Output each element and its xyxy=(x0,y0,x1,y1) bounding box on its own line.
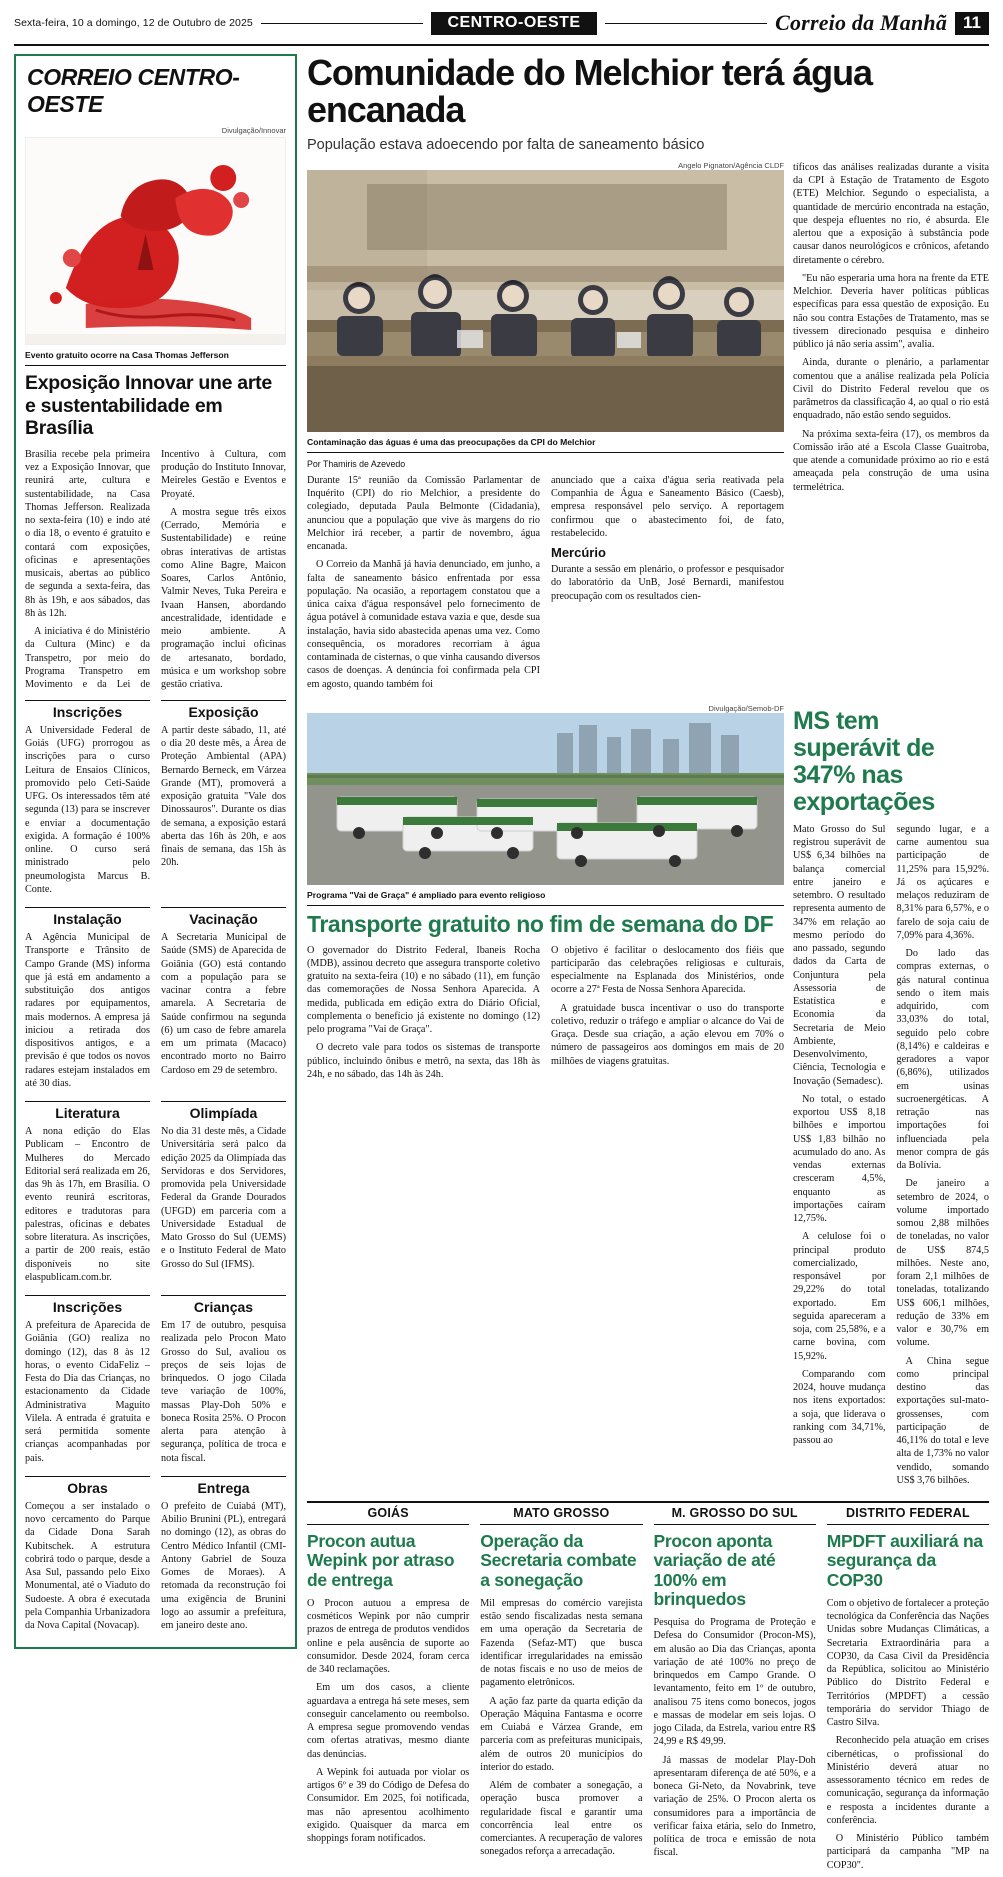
exportacoes-col-1 xyxy=(793,823,886,1492)
lead-byline: Por Thamiris de Azevedo xyxy=(307,458,406,469)
lead-text-columns xyxy=(307,474,784,696)
section-badge: CENTRO-OESTE xyxy=(431,12,596,35)
paragraph: Já massas de modelar Play-Doh apresentaram diferença de até 50%, e a boneca Gi-Neto, da Novabrink, teve variação de 25%. O Procon alerta os consumidores para a importância de verificar faixa etária, selo do Inmetro, política de troca e emissão de nota fiscal. xyxy=(653,1754,816,1859)
paragraph: anunciado que a caixa d'água seria reativada pela Companhia de Água e Saneamento Básico (Caesb), empresa responsável pelo serviço. A reportagem confirmou que o abastecimento foi, de fato, restabelecido. xyxy=(551,474,784,539)
lead-main xyxy=(307,161,784,696)
lead-deck: População estava adoecendo por falta de saneamento básico xyxy=(307,136,705,153)
paragraph: A gratuidade busca incentivar o uso do transporte coletivo, reduzir o tráfego e ampliar o alcance do Vai de Graça. Desde sua criação, a ação elevou em 70% o número de passageiros aos domingos em mais de 20 milhões de viagens gratuitas. xyxy=(551,1002,784,1067)
left-lead-text xyxy=(25,448,286,694)
paragraph: O Ministério Público também participará da campanha "MP na COP30". xyxy=(826,1833,989,1871)
left-headline: Exposição Innovar une arte e sustentabilidade em Brasília xyxy=(25,372,272,440)
paragraph: A celulose foi o principal produto comercializado, responsável por 29,22% do total exportado. Em seguida apareceram a soja, com 25,58%, e a carne bovina, com 15,92%. xyxy=(793,1231,886,1362)
masthead-divider xyxy=(14,44,989,46)
masthead xyxy=(14,10,989,40)
paragraph: O governador do Distrito Federal, Ibaneis Rocha (MDB), assinou decreto que assegura transporte coletivo gratuito na sexta-feira (10) e no sábado (11), em função das comemorações de Nossa Senhora Aparecida. A medida, publicada em edição extra do Diário Oficial, complementa o benefício já existente no domingo (12) pelo programa "Vai de Graça". xyxy=(307,944,540,1036)
paragraph: O objetivo é facilitar o deslocamento dos fiéis que participarão das celebrações religiosas e culturais, especialmente na Esplanada dos Ministérios, onde ocorre a 27ª Festa de Nossa Senhora Aparecida. xyxy=(551,944,784,996)
state-kicker: MATO GROSSO xyxy=(480,1503,642,1525)
brief-text: A nona edição do Elas Publicam – Encontro de Mulheres do Mercado Editorial será realizada em 26, das 9h às 17h, em Brasília. O evento reunirá escritoras, editores e tradutoras para palestras, oficinas e debates sobre literatura. As inscrições, a partir de 200 reais, estão disponíveis no site elaspublicam.com.br. xyxy=(25,1126,150,1283)
transporte-col-1 xyxy=(307,944,540,1087)
lead-col-1 xyxy=(307,474,540,696)
state-headline: Procon aponta variação de até 100% em brinquedos xyxy=(653,1531,776,1609)
exportacoes-headline: MS tem superávit de 347% nas exportações xyxy=(793,706,935,816)
paragraph: Pesquisa do Programa de Proteção e Defesa do Consumidor (Procon-MS), em alusão ao Dia das Crianças, aponta variação de até 100% no preço de brinquedos em Campo Grande. O levantamento, feito em 1º de outubro, analisou 75 itens como bonecos, jogos e massas de modelar em seis lojas. O jogo Cilada, da Estrela, variou entre R$ 24,99 e R$ 49,99. xyxy=(653,1617,816,1748)
right-column xyxy=(307,54,989,1877)
transporte-col-2 xyxy=(551,944,784,1087)
state-headline: Operação da Secretaria combate a sonegação xyxy=(480,1531,637,1590)
brief-title: Vacinação xyxy=(161,907,286,927)
paragraph: O decreto vale para todos os sistemas de transporte público, incluindo ônibus e metrô, na sexta, das 18h às 24h, e no sábado, das 14h às 24h. xyxy=(307,1042,540,1080)
state-column-goias xyxy=(307,1503,469,1877)
issue-date: Sexta-feira, 10 a domingo, 12 de Outubro de 2025 xyxy=(14,17,253,29)
centro-oeste-box xyxy=(14,54,297,1649)
exportacoes-columns xyxy=(793,823,989,1492)
paragraph: De janeiro a setembro de 2024, o volume importado somou 2,88 milhões de toneladas, no valor de US$ 874,5 milhões. Neste ano, foram 2,1 milhões de toneladas, totalizando US$ 606,1 milhões, redução de 33% em valor e 30,7% em volume. xyxy=(896,1178,989,1349)
transporte-article xyxy=(307,704,784,1492)
cpi-photo-illustration xyxy=(307,170,784,432)
brief-title: Exposição xyxy=(161,700,286,720)
newspaper-title: Correio da Manhã xyxy=(775,10,948,35)
left-column xyxy=(14,54,297,1877)
masthead-center xyxy=(253,12,775,35)
paragraph: segundo lugar, e a carne aumentou sua participação de 11,25% para 15,92%. Já os açúcares e melaços reduziram de 8,31% para 6,57%, e o farelo de soja caiu de 7,09% para 4,36%. xyxy=(896,823,990,941)
lead-photo-caption: Contaminação das águas é uma das preocupações da CPI do Melchior xyxy=(307,432,784,453)
paragraph: Durante a sessão em plenário, o professor e pesquisador do laboratório da UnB, José Bernardi, manifestou preocupação com os resultados cien- xyxy=(551,564,784,602)
paragraph: Durante 15ª reunião da Comissão Parlamentar de Inquérito (CPI) do rio Melchior, a presidente do colegiado, deputada Paula Belmonte (Cidadania), anunciou que a população que vive às margens do rio Melchior irá receber, a partir de novembro, água encanada. xyxy=(307,474,540,553)
brief-text: A Agência Municipal de Transporte e Trânsito de Campo Grande (MS) informa que já está em andamento a substituição dos antigos radares por equipamentos, mais modernos. A empresa já iniciou a retirada dos dispositivos antigos, e a previsão é que todos os novos radares estejam instalados em até 30 dias. xyxy=(25,932,150,1089)
brief-text: A Secretaria Municipal de Saúde (SMS) de Aparecida de Goiânia (GO) está contando com a população para se vacinar contra a febre amarela. A Secretaria de Saúde confirmou na segunda (6) um caso de febre amarela em um primata (Macaco) encontrado morto no Bairro Cardoso em 29 de setembro. xyxy=(161,932,286,1076)
bus-photo-illustration xyxy=(307,713,784,885)
briefs-row xyxy=(25,1095,286,1289)
state-column-mato-grosso xyxy=(480,1503,642,1877)
page-number: 11 xyxy=(955,12,989,35)
exportacoes-col-2 xyxy=(897,823,990,1492)
paragraph: Do lado das compras externas, o gás natural continua sendo o item mais adquirido, com 33,03% do total, seguido pelo cobre (8,14%) e caldeiras e geradores a vapor (6,86%), utilizados em usinas sucroenergéticas. A retração nas importações foi influenciada pela menor compra de gás da Bolívia. xyxy=(896,948,989,1172)
brief-text: A Universidade Federal de Goiás (UFG) prorrogou as inscrições para o curso Leitura de Ensaios Clínicos, promovido pelo Ceti-Saúde UFG. Os interessados têm até segunda (13) para se inscrever e enviar a documentação exigida. A formação é 100% online. O curso será ministrado pelo pneumologista Marcus B. Conte. xyxy=(25,724,150,895)
brief-text: Em 17 de outubro, pesquisa realizada pelo Procon Mato Grosso do Sul, avaliou os preços de seis lojas de brinquedos. O jogo Cilada teve variação de 100%, massas Play-Doh 50% e boneca Rosita 25%. O Procon alerta para atenção à segurança, política de troca e nota fiscal. xyxy=(161,1320,286,1464)
brief-text: Começou a ser instalado o novo cercamento do Parque da Cidade Dona Sarah Kubitschek. A estrutura cobrirá todo o parque, desde a Asa Sul, passando pelo Eixo Monumental, até o Viaduto do Sudoeste. A obra é executada pela Companhia Urbanizadora da Nova Capital (Novacap). xyxy=(25,1500,150,1632)
masthead-right xyxy=(775,10,989,36)
bus-program-photo xyxy=(307,713,784,885)
paragraph: Mato Grosso do Sul registrou superávit de US$ 6,34 bilhões na balança comercial entre janeiro e setembro. O resultado representa aumento de 347% em relação ao mesmo período do ano passado, segundo dados da Carta de Conjuntura pela Assessoria de Estatística e Economia da Secretaria de Meio Ambiente, Desenvolvimento, Ciência, Tecnologia e Inovação (Semadesc). xyxy=(793,823,886,1087)
paragraph: Mil empresas do comércio varejista estão sendo fiscalizadas nesta semana em uma operação da Secretaria de Fazenda (Sefaz-MT) que busca identificar irregularidades na emissão de notas fiscais e no uso de meios de pagamento eletrônicos. xyxy=(480,1597,643,1689)
brief-title: Instalação xyxy=(25,907,150,927)
brief-title: Inscrições xyxy=(25,1295,150,1315)
brief-text: A prefeitura de Aparecida de Goiânia (GO) realiza no domingo (12), das 8 às 12 horas, o evento CidaFeliz – Festa do Dia das Crianças, no estacionamento da Cidade Administrativa Maguito Vilela. A entrada é gratuita e será permitida somente crianças acompanhadas por pais. xyxy=(25,1320,150,1464)
transporte-columns xyxy=(307,944,784,1087)
briefs-row xyxy=(25,1289,286,1470)
paragraph: Na próxima sexta-feira (17), os membros da Comissão irão até a Escola Classe Guaitroba, que atende a comunidade próximo ao rio e está ameaçada pela construção de uma usina termelétrica. xyxy=(793,428,989,493)
paragraph: A Wepink foi autuada por violar os artigos 6º e 39 do Código de Defesa do Consumidor. Em 2025, foi notificada, mas não apresentou acolhimento exigido. Quaisquer da marca em shoppings foram notificados. xyxy=(307,1766,470,1845)
subhead-mercurio: Mercúrio xyxy=(551,545,606,561)
lead-article xyxy=(307,161,989,696)
artwork-caption: Evento gratuito ocorre na Casa Thomas Jefferson xyxy=(25,345,286,366)
state-headline: Procon autua Wepink por atraso de entrega xyxy=(307,1531,455,1590)
paragraph: A ação faz parte da quarta edição da Operação Máquina Fantasma e ocorre em Cuiabá e Várzea Grande, em parceria com as prefeituras municipais, além de outros 20 municípios do interior do estado. xyxy=(480,1695,643,1773)
paragraph: A China segue como principal destino das exportações sul-mato-grossenses, com participação de 46,11% do total e leve alta de 1,73% no valor vendido, somando US$ 3,76 bilhões. xyxy=(896,1355,989,1486)
briefs-row xyxy=(25,694,286,901)
paragraph: O Correio da Manhã já havia denunciado, em junho, a falta de saneamento básico enfrentada por essa população. Na ocasião, a reportagem constatou que a única caixa d'água responsável pelo fornecimento de água potável à comunidade estava vazia e que, desde sua instalação, havia sido abastecida apenas uma vez. Como consequência, os moradores recorriam à água contaminada de cisternas, o que vinha causando diversos casos de doenças. A denúncia foi confirmada pela CPI em agosto, quando também foi xyxy=(307,559,540,690)
brief-title: Olimpíada xyxy=(161,1101,286,1121)
brief-title: Crianças xyxy=(161,1295,286,1315)
paragraph: No total, o estado exportou US$ 8,18 bilhões e importou US$ 1,83 bilhão no acumulado do ano. As vendas externas cresceram 4,5%, enquanto as importações caíram 12,75%. xyxy=(793,1093,886,1225)
brief-title: Literatura xyxy=(25,1101,150,1121)
state-headline: MPDFT auxiliará na segurança da COP30 xyxy=(826,1531,983,1590)
lead-photo-credit: Angelo Pignaton/Agência CLDF xyxy=(678,160,784,170)
lead-headline: Comunidade do Melchior terá água encanada xyxy=(307,52,872,131)
paragraph: Em um dos casos, a cliente aguardava a entrega há sete meses, sem conseguir cancelamento ou reembolso. A empresa segue promovendo vendas com ofertas atrativas, mesmo diante das denúncias. xyxy=(307,1682,470,1760)
paragraph: A mostra segue três eixos (Cerrado, Memória e Sustentabilidade) e reúne obras interativas de artistas como Aline Bagre, Maicon Soares, Carlos Antônio, Valmir Neves, Tuka Pereira e Ivaan Hansen, abordando ancestralidade, identidade e meio ambiente. A programação inclui oficinas de artesanato, bordado, música e um workshop sobre gestão criativa. xyxy=(161,506,286,691)
rule-left xyxy=(261,23,424,24)
lead-col-3 xyxy=(793,161,989,696)
art-credit: Divulgação/Innovar xyxy=(221,126,286,135)
paragraph: Além de combater a sonegação, a operação busca promover a regularidade fiscal e garantir uma concorrência leal entre os comerciantes. A recuperação de valores sonegados reforça a arrecadação. xyxy=(480,1780,643,1858)
states-strip xyxy=(307,1501,989,1877)
briefs-row xyxy=(25,1470,286,1638)
rule-right xyxy=(605,23,768,24)
page-body xyxy=(14,54,989,1877)
paragraph: Comparando com 2024, houve mudança nos itens exportados: a soja, que liderava o ranking com 34,71%, passou ao xyxy=(793,1368,886,1447)
exportacoes-article xyxy=(793,704,989,1492)
state-column-ms xyxy=(654,1503,816,1877)
paragraph: "Eu não esperaria uma hora na frente da ETE Melchior. Deveria haver políticas públicas específicas para essa questão de exposição. Eu não sou contra Estações de Tratamento, mas se tivessem direcionado pesquisa e dinheiro público já não seria assim", avalia. xyxy=(793,272,989,351)
paragraph: A iniciativa é do Ministério da Cultura (Minc) e da Transpetro, por meio do Programa Transpetro em Movimento e da Lei de Incentivo à Cultura, com produção do Instituto Innovar, Meireles Gestão e Eventos e Proyaté. xyxy=(25,448,286,691)
paragraph: Ainda, durante o plenário, a parlamentar comentou que a análise realizada pela Polícia Civil do Distrito Federal revelou que os parâmetros da classificação 4, ao qual o rio está enquadrado, não estão sendo seguidos. xyxy=(793,357,989,422)
paragraph: Reconhecido pela atuação em crises cibernéticas, o profissional do Ministério deverá atuar no assessoramento técnico em redes de comunicação, segurança da informação e resposta a incidentes durante a conferência. xyxy=(826,1735,989,1826)
brief-text: O prefeito de Cuiabá (MT), Abilio Brunini (PL), entregará no domingo (12), as obras do Centro Médico Infantil (CMI- Antony Gabriel de Souza Gomes de Moraes). A retomada da reconstrução foi uma exigência de Brunini logo ao assumir a prefeitura, em janeiro deste ano. xyxy=(161,1500,286,1632)
paragraph: Com o objetivo de fortalecer a proteção tecnológica da Conferência das Nações Unidas sobre Mudanças Climáticas, a Secretaria Extraordinária para a COP30, da Casa Civil da Presidência da República, solicitou ao Ministério Público do Distrito Federal e Territórios (MPDFT) a cessão temporária do servidor Thiago de Castro Silva. xyxy=(826,1597,989,1729)
exhibition-artwork xyxy=(25,137,286,345)
section-brand: CORREIO CENTRO-OESTE xyxy=(27,64,240,117)
secondary-articles xyxy=(307,704,989,1492)
brief-text: A partir deste sábado, 11, até o dia 20 deste mês, a Área de Proteção Ambiental (APA) Bernardo Berneck, em Várzea Grande (MT), promoverá a exposição gratuita "Vale dos Dinossauros". Durante os dias de semana, a exposição estará aberta das 16h às 20h, e aos finais de semana, das 15h às 20h. xyxy=(161,724,286,869)
brief-title: Obras xyxy=(25,1476,150,1496)
brief-title: Inscrições xyxy=(25,700,150,720)
state-kicker: DISTRITO FEDERAL xyxy=(827,1503,989,1525)
transporte-headline: Transporte gratuito no fim de semana do DF xyxy=(307,910,774,937)
transporte-caption: Programa "Vai de Graça" é ampliado para evento religioso xyxy=(307,885,784,906)
brief-title: Entrega xyxy=(161,1476,286,1496)
paragraph: Brasília recebe pela primeira vez a Exposição Innovar, que reunirá arte, cultura e sustentabilidade, na Casa Thomas Jefferson. Realizada no sexta-feira (10) e indo até o dia 18, o evento é gratuito e contará com exposições, oficinas e apresentações musicais, abertas ao público de segunda a sexta-feira, das 8h às 19h, e aos sábados, das 8h às 12h. xyxy=(25,448,150,619)
briefs-row xyxy=(25,901,286,1095)
transporte-photo-credit: Divulgação/Semob-DF xyxy=(708,703,784,713)
artwork-illustration xyxy=(26,138,285,345)
paragraph: O Procon autuou a empresa de cosméticos Wepink por não cumprir prazos de entrega de produtos vendidos online e pela ausência de suporte ao consumidor. Desde 2024, foram cerca de 340 reclamações. xyxy=(307,1597,470,1676)
lead-col-2 xyxy=(551,474,784,696)
state-column-df xyxy=(827,1503,989,1877)
brief-text: No dia 31 deste mês, a Cidade Universitária será palco da edição 2025 da Olimpíada das Servidoras e dos Servidores, promovida pela Universidade Federal da Grande Dourados (UFGD) em parceria com a Universidade Estadual de Mato Grosso do Sul (UEMS) e o Instituto Federal de Mato Grosso do Sul (IFMS). xyxy=(161,1126,286,1270)
cpi-session-photo xyxy=(307,170,784,432)
state-kicker: M. GROSSO DO SUL xyxy=(654,1503,816,1525)
paragraph: tíficos das análises realizadas durante a visita da CPI à Estação de Tratamento de Esgoto (ETE) Melchior. Segundo o especialista, a quantidade de mercúrio encontrada na estação, que despeja efluentes no rio, é absurda. Ele alertou que a exposição à substância pode causar danos neurológicos e crônicos, afetando diretamente o cérebro. xyxy=(793,161,989,266)
state-kicker: GOIÁS xyxy=(307,1503,469,1525)
